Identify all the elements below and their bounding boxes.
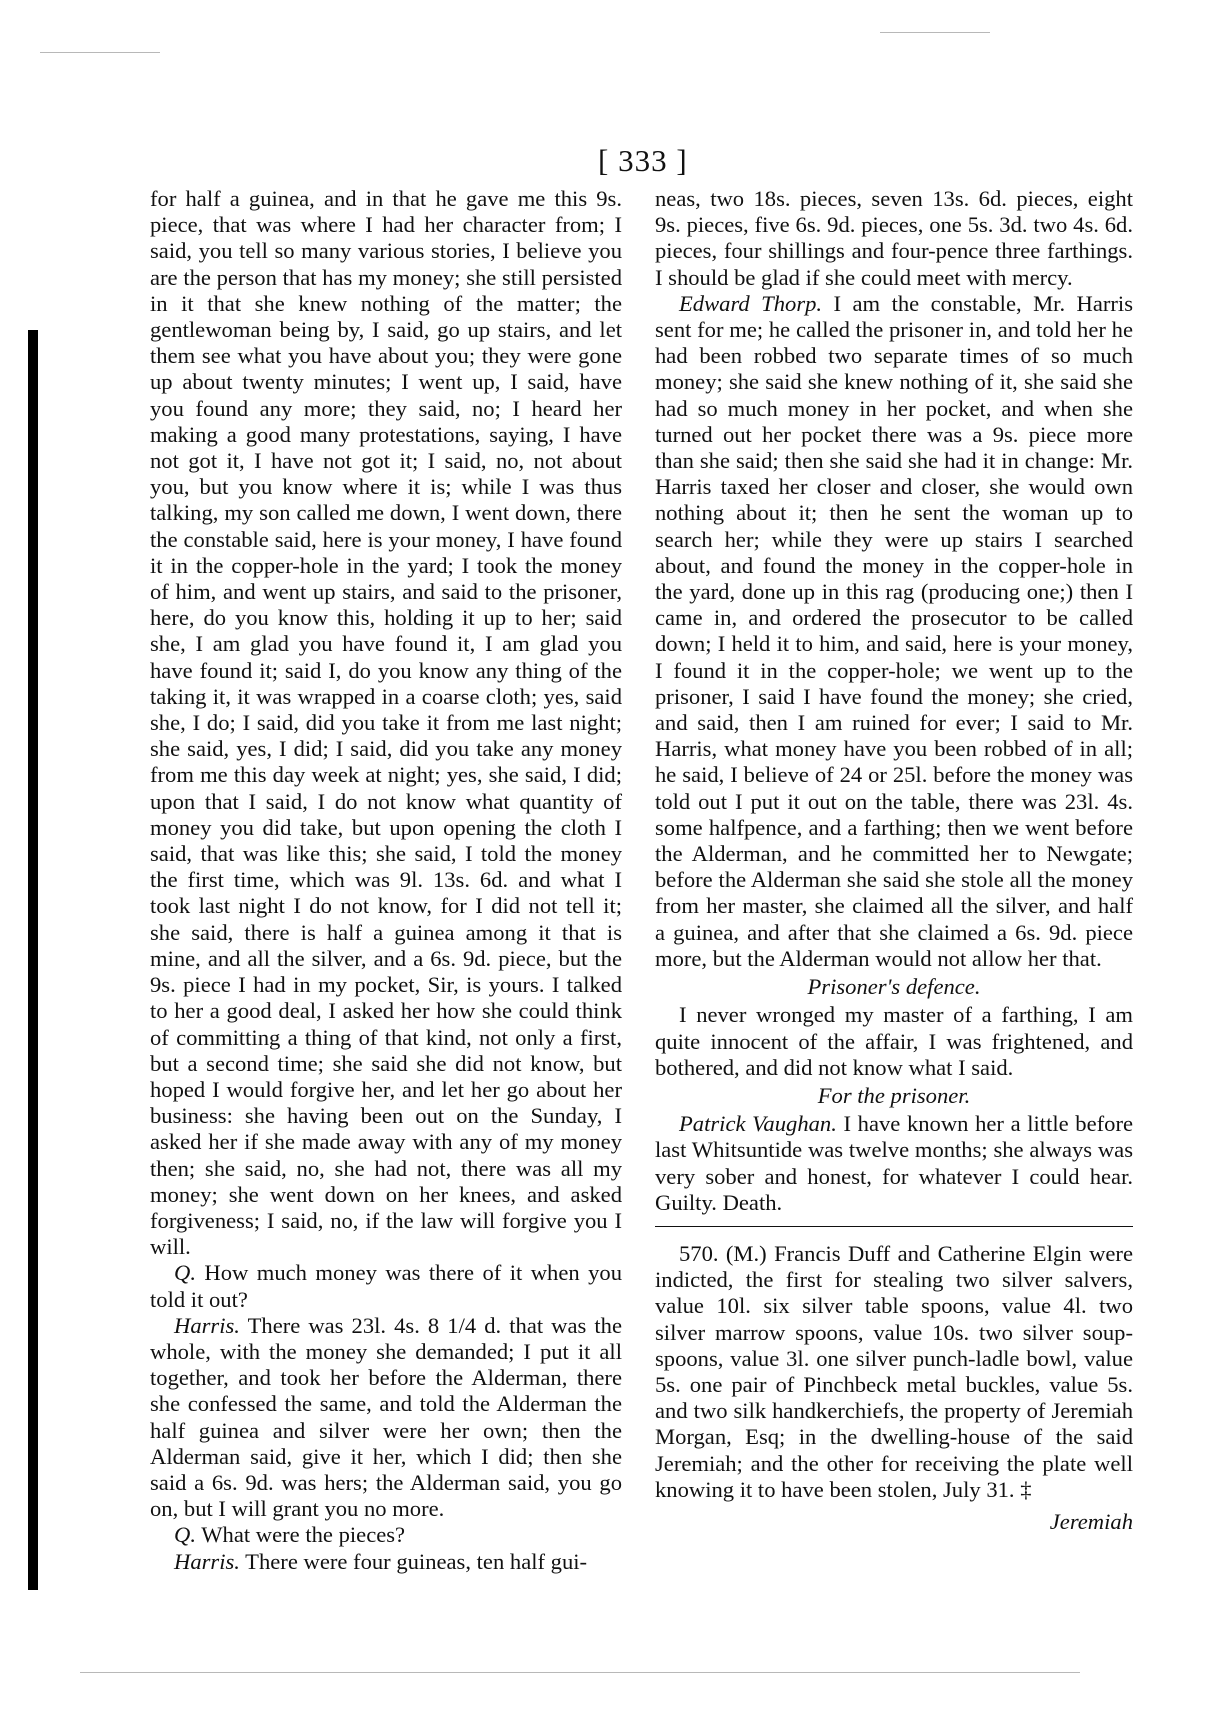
section-heading: For the prisoner. — [817, 1082, 971, 1108]
text-paragraph — [655, 1241, 1133, 1503]
speaker-name: Q. — [174, 1522, 196, 1548]
testimony-paragraph — [655, 291, 1133, 972]
paragraph-text: I have known her a little before last Whitsuntide was twelve months; she always was very sober and honest, for whatever I could hear. Guilty. Death. — [655, 1111, 1133, 1215]
speaker-name: Harris. — [174, 1548, 240, 1574]
question-paragraph — [150, 1522, 622, 1548]
testimony-paragraph — [655, 1111, 1133, 1216]
text-paragraph — [655, 1002, 1133, 1081]
testimony-paragraph — [150, 1313, 622, 1523]
speaker-name: Q. — [174, 1260, 196, 1286]
paragraph-text: I never wronged my master of a farthing, I am quite innocent of the affair, I was frightened, and bothered, and did not know what I said. — [655, 1002, 1133, 1080]
paragraph-text: What were the pieces? — [201, 1522, 406, 1548]
page-number: [ 333 ] — [598, 143, 688, 178]
question-paragraph — [150, 1260, 622, 1312]
paragraph-text: There was 23l. 4s. 8 1/4 d. that was the whole, with the money she demanded; I put it all together, and took her before the Alderman, there she confessed the same, and told the Alderman the half guinea and silver were her own; then the Alderman said, give it her, which I did; then she said a 6s. 9d. was hers; the Alderman said, you go on, but I will grant you no more. — [150, 1312, 622, 1522]
paragraph-text: neas, two 18s. pieces, seven 13s. 6d. pieces, eight 9s. pieces, five 6s. 9d. pieces, one 5s. 3d. two 4s. 6d. pieces, four shillings and four-pence three farthings. I should be glad if she could meet with mercy. — [655, 186, 1133, 290]
text-paragraph — [655, 186, 1133, 291]
speaker-name: Patrick Vaughan. — [679, 1111, 837, 1137]
text-paragraph — [150, 186, 622, 1260]
right-column — [655, 186, 1133, 1535]
paragraph-text: There were four guineas, ten half gui- — [245, 1548, 588, 1574]
left-column — [150, 186, 622, 1575]
paragraph-text: How much money was there of it when you told it out? — [150, 1260, 622, 1312]
top-margin — [0, 0, 1215, 90]
catchword: Jeremiah — [1049, 1508, 1133, 1534]
paragraph-text: I am the constable, Mr. Harris sent for me; he called the prisoner in, and told her he had been robbed two separate times of so much money; she said she knew nothing of it, she said she had so much money in her pocket, and when she turned out her pocket there was a 9s. piece more than she said; then she said she had it in change: Mr. Harris taxed her closer and closer, she would own nothing about it; then he sent the woman up to search her; while they were up stairs I searched about, and found the money in the copper-hole in the yard, done up in this rag (producing one;) then I came in, and ordered the prosecutor to be called down; I held it to him, and said, here is your money, I found it in the copper-hole; we went up to the prisoner, I said I have found the money; she cried, and said, then I am ruined for ever; I said to Mr. Harris, what money have you been robbed of in all; he said, I believe of 24 or 25l. before the money was told out I put it out on the table, there was 23l. 4s. some halfpence, and a farthing; then we went before the Alderman, and he committed her to Newgate; before the Alderman she said she stole all the money from her master, she claimed all the silver, and half a guinea, and after that she claimed a 6s. 9d. piece more, but the Alderman would not allow her that. — [655, 290, 1134, 971]
speaker-name: Harris. — [174, 1312, 240, 1338]
section-rule — [655, 1226, 1133, 1227]
paragraph-text: 570. (M.) Francis Duff and Catherine Elgin were indicted, the first for stealing two silver salvers, value 10l. six silver table spoons, value 4l. two silver marrow spoons, value 10s. two silver soup-spoons, value 3l. one silver punch-ladle bowl, value 5s. one pair of Pinchbeck metal buckles, value 5s. and two silk handkerchiefs, the property of Jeremiah Morgan, Esq; in the dwelling-house of the said Jeremiah; and the other for receiving the plate well knowing it to have been stolen, July 31. ‡ — [655, 1240, 1133, 1502]
testimony-paragraph — [150, 1549, 622, 1575]
page-spine-shadow — [28, 330, 38, 1590]
paragraph-text: for half a guinea, and in that he gave me this 9s. piece, that was where I had her character from; I said, you tell so many various stories, I believe you are the person that has my money; she still persisted in it that she knew nothing of the matter; the gentlewoman being by, I said, go up stairs, and let them see what you have about you; they were gone up about twenty minutes; I went up, I said, have you found any more; they said, no; I heard her making a good many protestations, saying, I have not got it, I have not got it; I said, no, not about you, but you know where it is; while I was thus talking, my son called me down, I went down, there the constable said, here is your money, I have found it in the copper-hole in the yard; I took the money of him, and went up stairs, and said to the prisoner, here, do you know this, holding it up to her; said she, I am glad you have found it, I am glad you have found it; said I, do you know any thing of the taking it, it was wrapped in a coarse cloth; yes, said she, I do; I said, did you take it from me last night; she said, yes, I did; I said, did you take any money from me this day week at night; yes, she said, I did; upon that I said, I do not know what quantity of money you did take, but upon opening the cloth I said, that was like this; she said, I told the money the first time, which was 9l. 13s. 6d. and what I took last night I do not know, for I did not tell it; she said, there is half a guinea among it that is mine, and all the silver, and a 6s. 9d. piece, but the 9s. piece I had in my pocket, Sir, is yours. I talked to her a good deal, I asked her how she could think of committing a thing of that kind, not only a first, but a second time; she said she did not know, but hoped I would forgive her, and let her go about her business: she having been out on the Sunday, I asked her if she made away with any of my money then; she said, no, she had not, there was all my money; she went down on her knees, and asked forgiveness; I said, no, if the law will forgive you I will. — [150, 186, 622, 1260]
speaker-name: Edward Thorp. — [679, 290, 823, 316]
section-heading: Prisoner's defence. — [807, 974, 981, 1000]
bottom-smudge — [80, 1672, 1080, 1673]
